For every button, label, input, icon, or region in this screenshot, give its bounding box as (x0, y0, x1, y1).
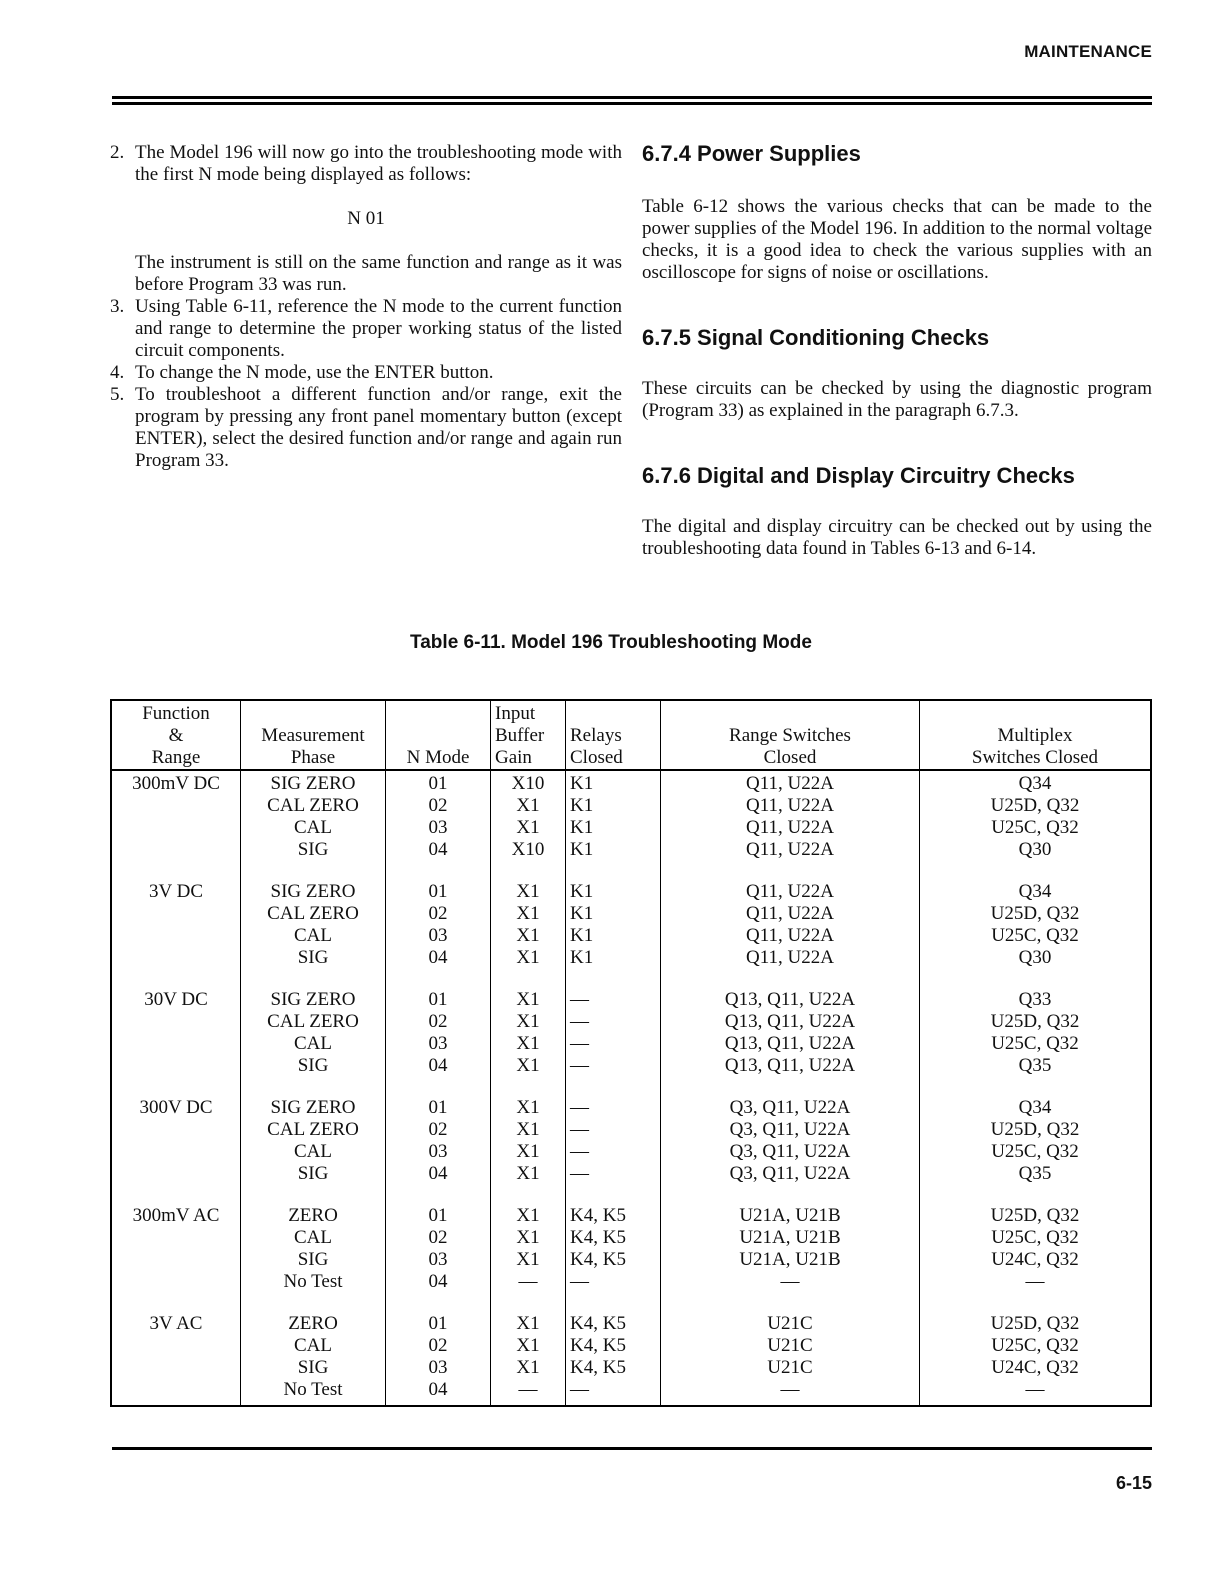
cell-range-switches: Q11, U22A (661, 795, 920, 817)
cell-measurement-phase: SIG ZERO (241, 1077, 386, 1119)
cell-function-range (111, 1011, 241, 1033)
cell-relays-closed: K1 (566, 839, 661, 861)
cell-n-mode: 03 (386, 1357, 491, 1379)
cell-function-range (111, 1379, 241, 1406)
cell-range-switches: U21A, U21B (661, 1185, 920, 1227)
cell-measurement-phase: SIG (241, 947, 386, 969)
cell-multiplex-switches: U25C, Q32 (920, 1033, 1152, 1055)
cell-buffer-gain: X1 (491, 1055, 566, 1077)
col-header-function-range (111, 700, 241, 770)
step-number: 5. (110, 384, 125, 405)
cell-measurement-phase: CAL (241, 1033, 386, 1055)
step-2-note: The instrument is still on the same function and range as it was before Program 33 was run. (135, 252, 622, 295)
table-row (111, 925, 1151, 947)
paragraph-digital-display: The digital and display circuitry can be checked out by using the troubleshooting data found in Tables 6-13 and 6-14. (642, 516, 1152, 559)
table-row (111, 1357, 1151, 1379)
cell-n-mode: 02 (386, 1227, 491, 1249)
cell-range-switches: Q3, Q11, U22A (661, 1141, 920, 1163)
cell-buffer-gain: — (491, 1379, 566, 1406)
cell-multiplex-switches: U25D, Q32 (920, 1011, 1152, 1033)
table-row (111, 839, 1151, 861)
cell-relays-closed: — (566, 1379, 661, 1406)
heading-6-7-4: 6.7.4 Power Supplies (642, 141, 861, 166)
cell-range-switches: Q3, Q11, U22A (661, 1163, 920, 1185)
header-line: Gain (495, 747, 532, 768)
header-rule (112, 96, 1152, 99)
table-row (111, 1335, 1151, 1357)
header-rule-double (112, 102, 1152, 105)
cell-multiplex-switches: U25C, Q32 (920, 817, 1152, 839)
cell-multiplex-switches: U25D, Q32 (920, 1293, 1152, 1335)
cell-relays-closed: — (566, 1141, 661, 1163)
cell-range-switches: Q11, U22A (661, 947, 920, 969)
cell-multiplex-switches: U24C, Q32 (920, 1249, 1152, 1271)
header-line: Buffer (495, 725, 545, 746)
cell-multiplex-switches: — (920, 1379, 1152, 1406)
cell-n-mode: 01 (386, 1293, 491, 1335)
cell-measurement-phase: CAL ZERO (241, 1011, 386, 1033)
cell-buffer-gain: X1 (491, 1141, 566, 1163)
cell-multiplex-switches: Q34 (920, 1077, 1152, 1119)
cell-function-range: 300mV DC (132, 773, 220, 794)
header-line: Closed (570, 747, 623, 768)
cell-multiplex-switches: Q35 (920, 1163, 1152, 1185)
cell-range-switches: Q11, U22A (661, 817, 920, 839)
cell-n-mode: 01 (386, 861, 491, 903)
cell-function-range: 3V DC (148, 881, 204, 902)
cell-range-switches: Q13, Q11, U22A (661, 969, 920, 1011)
cell-relays-closed: K1 (566, 817, 661, 839)
cell-n-mode: 04 (386, 1163, 491, 1185)
header-line: Multiplex (997, 725, 1073, 746)
cell-relays-closed: — (566, 1271, 661, 1293)
cell-buffer-gain: X10 (491, 839, 566, 861)
cell-measurement-phase: CAL (241, 817, 386, 839)
cell-buffer-gain: X1 (491, 1357, 566, 1379)
cell-buffer-gain: X1 (491, 947, 566, 969)
cell-range-switches: Q11, U22A (661, 839, 920, 861)
cell-relays-closed: K4, K5 (566, 1227, 661, 1249)
cell-range-switches: U21C (661, 1335, 920, 1357)
cell-function-range: 3V AC (149, 1313, 203, 1334)
step-number: 2. (110, 142, 125, 163)
col-header-relays-closed (566, 700, 661, 770)
cell-n-mode: 03 (386, 1141, 491, 1163)
header-line: Range Switches (729, 725, 851, 746)
cell-n-mode: 04 (386, 1379, 491, 1406)
cell-function-range: 300V DC (139, 1097, 213, 1118)
cell-multiplex-switches: U25C, Q32 (920, 1227, 1152, 1249)
cell-range-switches: — (661, 1271, 920, 1293)
header-line: Switches Closed (971, 747, 1099, 768)
cell-relays-closed: — (566, 1033, 661, 1055)
cell-range-switches: Q13, Q11, U22A (661, 1055, 920, 1077)
cell-relays-closed: K4, K5 (566, 1185, 661, 1227)
left-column (110, 142, 622, 472)
cell-n-mode: 02 (386, 1011, 491, 1033)
header-line: Closed (763, 747, 817, 768)
step-text: The Model 196 will now go into the troubleshooting mode with the first N mode being displayed as follows: (135, 142, 622, 185)
table-row (111, 861, 1151, 903)
col-header-range-switches (661, 700, 920, 770)
cell-multiplex-switches: U25D, Q32 (920, 1119, 1152, 1141)
cell-function-range: 300mV AC (132, 1205, 220, 1226)
cell-function-range (111, 1119, 241, 1141)
table-row (111, 903, 1151, 925)
cell-measurement-phase: SIG (241, 1163, 386, 1185)
cell-multiplex-switches: U25D, Q32 (920, 795, 1152, 817)
display-readout: N 01 (347, 208, 385, 229)
cell-n-mode: 01 (386, 770, 491, 795)
col-header-n-mode (386, 700, 491, 770)
cell-multiplex-switches: U25D, Q32 (920, 903, 1152, 925)
step-text: To change the N mode, use the ENTER button. (135, 362, 494, 383)
cell-relays-closed: K4, K5 (566, 1293, 661, 1335)
troubleshooting-table (110, 699, 1152, 1407)
table-row (111, 770, 1151, 795)
cell-range-switches: Q3, Q11, U22A (661, 1077, 920, 1119)
table-row (111, 795, 1151, 817)
cell-measurement-phase: CAL ZERO (241, 795, 386, 817)
cell-multiplex-switches: Q35 (920, 1055, 1152, 1077)
cell-buffer-gain: X1 (491, 1293, 566, 1335)
cell-buffer-gain: X1 (491, 861, 566, 903)
cell-buffer-gain: X1 (491, 1185, 566, 1227)
cell-multiplex-switches: U24C, Q32 (920, 1357, 1152, 1379)
cell-buffer-gain: X1 (491, 1119, 566, 1141)
cell-relays-closed: K1 (566, 947, 661, 969)
cell-n-mode: 03 (386, 925, 491, 947)
header-line: Range (151, 747, 201, 768)
cell-measurement-phase: ZERO (241, 1185, 386, 1227)
table-row (111, 1077, 1151, 1119)
cell-measurement-phase: SIG ZERO (241, 861, 386, 903)
col-header-multiplex-switches (920, 700, 1152, 770)
table-row (111, 947, 1151, 969)
cell-n-mode: 01 (386, 1185, 491, 1227)
cell-n-mode: 02 (386, 1335, 491, 1357)
cell-function-range (111, 795, 241, 817)
cell-function-range (111, 925, 241, 947)
table-row (111, 1055, 1151, 1077)
cell-measurement-phase: CAL (241, 1141, 386, 1163)
cell-n-mode: 02 (386, 795, 491, 817)
step-text: Using Table 6-11, reference the N mode to the current function and range to determine the proper working status of the listed circuit components. (135, 296, 622, 361)
cell-range-switches: Q11, U22A (661, 861, 920, 903)
cell-measurement-phase: CAL (241, 925, 386, 947)
table-row (111, 1293, 1151, 1335)
cell-function-range (111, 1141, 241, 1163)
table-header-row (111, 700, 1151, 770)
paragraph-signal-conditioning: These circuits can be checked by using the diagnostic program (Program 33) as explained in the paragraph 6.7.3. (642, 378, 1152, 421)
table-row (111, 1011, 1151, 1033)
cell-measurement-phase: No Test (241, 1271, 386, 1293)
table-row (111, 1033, 1151, 1055)
cell-n-mode: 01 (386, 1077, 491, 1119)
cell-relays-closed: — (566, 1163, 661, 1185)
cell-relays-closed: — (566, 1055, 661, 1077)
cell-n-mode: 04 (386, 947, 491, 969)
cell-function-range (111, 947, 241, 969)
cell-n-mode: 04 (386, 839, 491, 861)
cell-function-range (111, 903, 241, 925)
heading-6-7-5: 6.7.5 Signal Conditioning Checks (642, 325, 990, 350)
step-4 (110, 362, 622, 384)
cell-relays-closed: — (566, 1011, 661, 1033)
cell-relays-closed: — (566, 969, 661, 1011)
cell-multiplex-switches: Q34 (920, 770, 1152, 795)
header-line: N Mode (406, 747, 470, 768)
section-header: MAINTENANCE (1024, 42, 1152, 61)
cell-measurement-phase: SIG (241, 1055, 386, 1077)
table-row (111, 1119, 1151, 1141)
cell-multiplex-switches: Q30 (920, 947, 1152, 969)
paragraph-power-supplies: Table 6-12 shows the various checks that can be made to the power supplies of the Model 196. In addition to the normal voltage checks, it is a good idea to check the various supplies with an oscilloscope for signs of noise or oscillations. (642, 196, 1152, 283)
cell-relays-closed: — (566, 1119, 661, 1141)
table-row (111, 817, 1151, 839)
cell-measurement-phase: CAL (241, 1335, 386, 1357)
step-number: 3. (110, 296, 125, 317)
cell-function-range (111, 1271, 241, 1293)
cell-measurement-phase: CAL ZERO (241, 903, 386, 925)
step-5 (110, 384, 622, 472)
cell-multiplex-switches: — (920, 1271, 1152, 1293)
table-row (111, 969, 1151, 1011)
table-body (111, 770, 1151, 1406)
step-3 (110, 296, 622, 362)
cell-range-switches: — (661, 1379, 920, 1406)
cell-function-range (111, 817, 241, 839)
cell-measurement-phase: No Test (241, 1379, 386, 1406)
step-2 (110, 142, 622, 186)
table-row (111, 1227, 1151, 1249)
cell-function-range (111, 1227, 241, 1249)
cell-range-switches: U21C (661, 1293, 920, 1335)
cell-buffer-gain: X1 (491, 1077, 566, 1119)
table-row (111, 1249, 1151, 1271)
table-row (111, 1141, 1151, 1163)
cell-n-mode: 02 (386, 903, 491, 925)
cell-buffer-gain: X10 (491, 770, 566, 795)
header-line: Measurement (261, 725, 365, 746)
cell-buffer-gain: X1 (491, 817, 566, 839)
cell-multiplex-switches: U25C, Q32 (920, 1335, 1152, 1357)
cell-buffer-gain: X1 (491, 903, 566, 925)
table-row (111, 1271, 1151, 1293)
cell-range-switches: Q13, Q11, U22A (661, 1011, 920, 1033)
cell-relays-closed: K1 (566, 861, 661, 903)
header-line: Phase (290, 747, 336, 768)
cell-buffer-gain: — (491, 1271, 566, 1293)
cell-relays-closed: K1 (566, 903, 661, 925)
header-line: & (168, 725, 184, 746)
cell-n-mode: 03 (386, 1249, 491, 1271)
cell-range-switches: Q11, U22A (661, 925, 920, 947)
cell-function-range (111, 1163, 241, 1185)
cell-buffer-gain: X1 (491, 969, 566, 1011)
table-row (111, 1163, 1151, 1185)
table-row (111, 1185, 1151, 1227)
cell-measurement-phase: SIG (241, 839, 386, 861)
cell-multiplex-switches: U25C, Q32 (920, 925, 1152, 947)
cell-range-switches: Q3, Q11, U22A (661, 1119, 920, 1141)
right-column (642, 140, 1152, 560)
cell-relays-closed: K1 (566, 795, 661, 817)
cell-measurement-phase: SIG ZERO (241, 770, 386, 795)
cell-relays-closed: K1 (566, 925, 661, 947)
cell-relays-closed: K4, K5 (566, 1249, 661, 1271)
cell-measurement-phase: CAL ZERO (241, 1119, 386, 1141)
cell-function-range: 30V DC (144, 989, 208, 1010)
cell-multiplex-switches: U25D, Q32 (920, 1185, 1152, 1227)
cell-buffer-gain: X1 (491, 1033, 566, 1055)
cell-range-switches: U21A, U21B (661, 1227, 920, 1249)
cell-relays-closed: K4, K5 (566, 1335, 661, 1357)
cell-n-mode: 02 (386, 1119, 491, 1141)
cell-range-switches: Q11, U22A (661, 903, 920, 925)
header-line: Function (142, 703, 210, 724)
cell-n-mode: 01 (386, 969, 491, 1011)
cell-function-range (111, 839, 241, 861)
cell-buffer-gain: X1 (491, 1249, 566, 1271)
cell-measurement-phase: CAL (241, 1227, 386, 1249)
cell-multiplex-switches: Q33 (920, 969, 1152, 1011)
cell-buffer-gain: X1 (491, 1227, 566, 1249)
cell-range-switches: Q13, Q11, U22A (661, 1033, 920, 1055)
cell-relays-closed: — (566, 1077, 661, 1119)
table-row (111, 1379, 1151, 1406)
col-header-measurement-phase (241, 700, 386, 770)
cell-measurement-phase: SIG ZERO (241, 969, 386, 1011)
cell-multiplex-switches: U25C, Q32 (920, 1141, 1152, 1163)
col-header-input-buffer-gain (491, 700, 566, 770)
cell-multiplex-switches: Q30 (920, 839, 1152, 861)
cell-function-range (111, 1335, 241, 1357)
cell-measurement-phase: SIG (241, 1357, 386, 1379)
cell-buffer-gain: X1 (491, 1163, 566, 1185)
step-number: 4. (110, 362, 125, 383)
cell-function-range (111, 1055, 241, 1077)
cell-buffer-gain: X1 (491, 795, 566, 817)
cell-buffer-gain: X1 (491, 1335, 566, 1357)
header-line: Relays (570, 725, 622, 746)
cell-relays-closed: K1 (566, 770, 661, 795)
cell-n-mode: 03 (386, 817, 491, 839)
cell-range-switches: U21C (661, 1357, 920, 1379)
cell-n-mode: 03 (386, 1033, 491, 1055)
cell-n-mode: 04 (386, 1055, 491, 1077)
cell-function-range (111, 1033, 241, 1055)
cell-range-switches: Q11, U22A (661, 770, 920, 795)
table-title: Table 6-11. Model 196 Troubleshooting Mode (410, 632, 812, 653)
cell-range-switches: U21A, U21B (661, 1249, 920, 1271)
cell-buffer-gain: X1 (491, 925, 566, 947)
cell-function-range (111, 1249, 241, 1271)
header-line: Input (495, 703, 536, 724)
cell-buffer-gain: X1 (491, 1011, 566, 1033)
page-number: 6-15 (1115, 1473, 1152, 1493)
cell-multiplex-switches: Q34 (920, 861, 1152, 903)
step-text: To troubleshoot a different function and/or range, exit the program by pressing any front panel momentary button (except ENTER), select the desired function and/or range and again run Program 33. (135, 384, 622, 471)
cell-n-mode: 04 (386, 1271, 491, 1293)
cell-function-range (111, 1357, 241, 1379)
heading-6-7-6: 6.7.6 Digital and Display Circuitry Checks (642, 463, 1075, 488)
cell-relays-closed: K4, K5 (566, 1357, 661, 1379)
cell-measurement-phase: ZERO (241, 1293, 386, 1335)
cell-measurement-phase: SIG (241, 1249, 386, 1271)
footer-rule (112, 1447, 1152, 1450)
